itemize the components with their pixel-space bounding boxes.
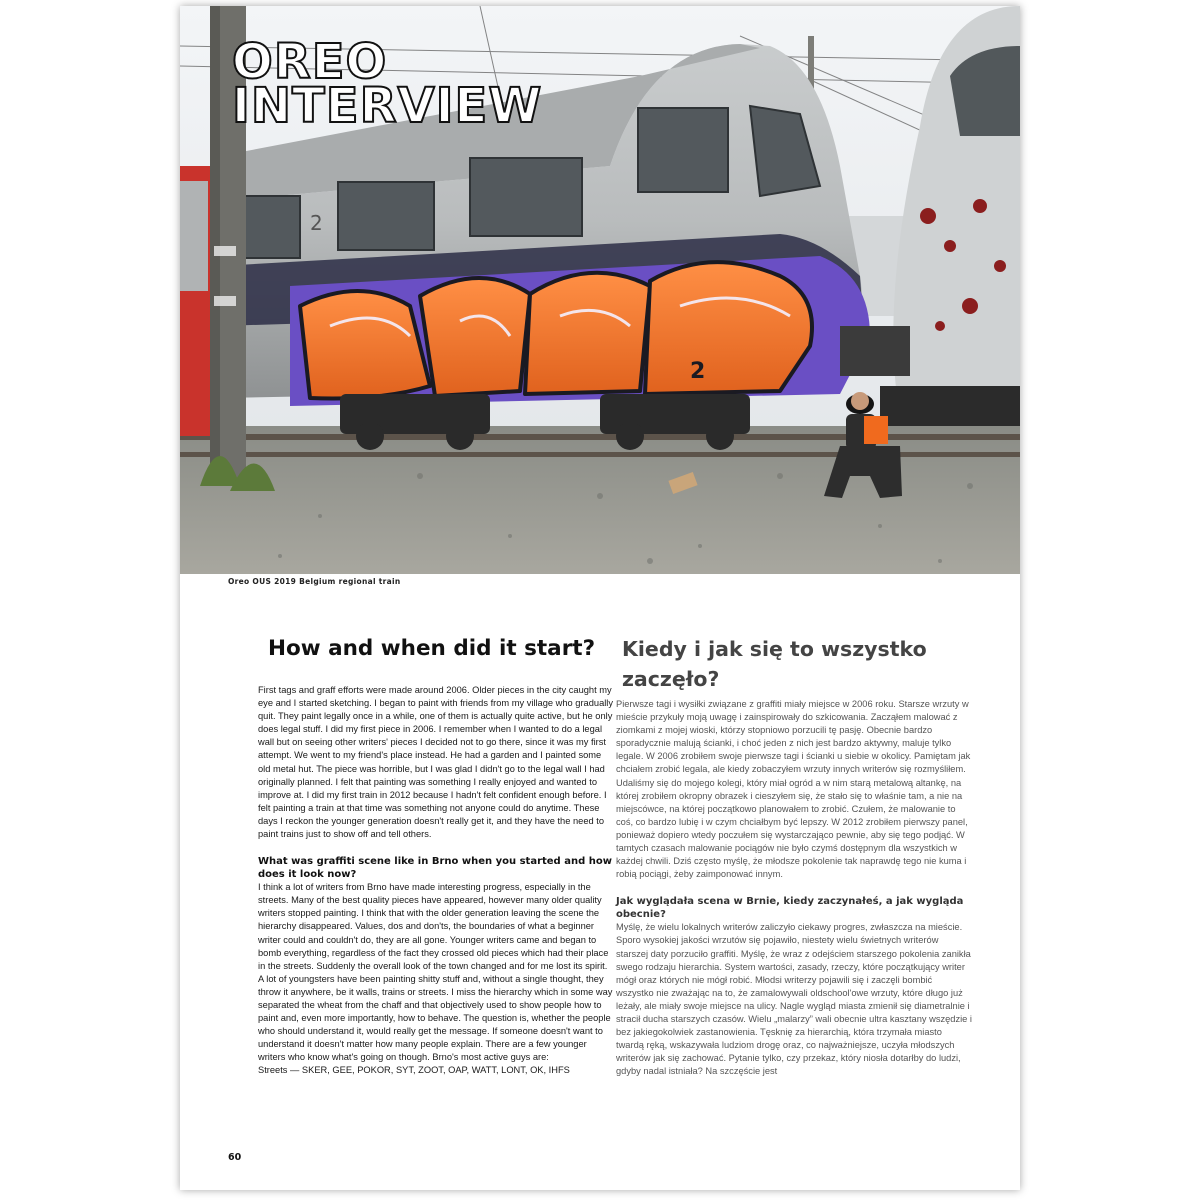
english-streets-line: Streets — SKER, GEE, POKOR, SYT, ZOOT, OAP, WATT, LONT, OK, IHFS [258,1065,570,1076]
polish-subheading: Jak wyglądała scena w Brnie, kiedy zaczynałeś, a jak wygląda obecnie? [616,896,964,921]
polish-paragraph-1: Pierwsze tagi i wysiłki związane z graffiti miały miejsce w 2006 roku. Starsze wrzuty w mieście przykuły moją uwagę i zainspirowały do szkicowania. Zacząłem malować z ziomkami z mojej wioski, którzy stopniowo porzucili tę pasję. Obecnie bardzo sporadycznie malują ścianki, i choć jeden z nich jest bardzo aktywny, maluje tylko legale. W 2006 zrobiłem swoje pierwsze tagi i ścianki u siebie w okolicy. Pamiętam jak chciałem zrobić legala, ale kiedy zobaczyłem wrzuty innych writerów się rozmyśliłem. Udaliśmy się do mojego kolegi, który miał ogród a w nim starą metalową altankę, na której zrobiłem okropny obrazek i cieszyłem się, że stało się to właśnie tam, a nie na miejscówce, na której początkowo planowałem to zrobić. Czułem, że malowanie to coś, co bardzo lubię i w czym chciałbym być lepszy. W 2012 zrobiłem pierwszy panel, ponieważ dopiero wtedy poczułem się wystarczająco pewnie, aby się tego podjąć. W tamtych czasach malowanie pociągów nie było czymś dostępnym dla wszystkich w każdej chwili. Dziś często myślę, że młodsze pokolenie tak naprawdę tego nie kuma i robią pociągi, żeby zaimponować innym. [616,699,971,880]
magazine-page [180,6,1020,1190]
title-line-oreo: OREO [232,34,388,90]
english-heading: How and when did it start? [268,636,596,661]
title-line-interview: INTERVIEW [232,78,543,134]
polish-paragraph-2: Myślę, że wielu lokalnych writerów zaliczyło ciekawy progres, zwłaszcza na mieście. Sporo wysokiej jakości wrzutów się pojawiło, niestety wielu świetnych writerów starszej daty porzuciło graffiti. Myślę, że wraz z odejściem starszego pokolenia zanikła swego rodzaju hierarchia. System wartości, zasady, rzeczy, które początkujący writer mógł oraz których nie mógł robić. Młodsi writerzy pojawili się i zaczęli bombić wszystko nie zważając na to, że zamalowywali oldschool'owe wrzuty, które długo już leżały, ale miały swoje miejsce na ulicy. Nagle wygląd miasta zmienił się diametralnie i stracił ducha starszych czasów. Wielu „malarzy” wali obecnie ultra kasztany wszędzie i bez jakiegokolwiek zastanowienia. Tęsknię za hierarchią, która trzymała miasto twardą ręką, wskazywała ludziom drogę oraz, co najważniejsze, uczyła młodszych writerów jak się zachować. Pytanie tylko, czy przekaz, który niosła dotarłby do ludzi, gdyby nadal istniała? Na szczęście jest [616,922,972,1077]
english-paragraph-1: First tags and graff efforts were made around 2006. Older pieces in the city caught my eye and I started sketching. I began to paint with friends from my village who gradually quit. They paint legally once in a while, one of them is actually quite active, but he only does legal stuff. I did my first piece in 2006. I remember when I wanted to do a legal wall but on seeing other writers' pieces I decided not to go there, since it was my first attempt. We went to my friend's place instead. He had a garden and I painted some old metal hut. The piece was horrible, but I was glad I didn't go to the legal wall I had originally planned. I felt that painting was something I really enjoyed and wanted to improve at. I did my first train in 2012 because I hadn't felt confident enough before. I felt painting a train at that time was something not anyone could do anytime. These days I reckon the younger generation doesn't really get it, and they have the need to paint trains just to show off and tell others. [258,685,614,840]
english-column [258,634,614,1078]
english-paragraph-2: I think a lot of writers from Brno have made interesting progress, especially in the streets. Many of the best quality pieces have appeared, however many older quality writers stopped painting. I think that with the older generation leaving the scene the hierarchy disappeared. Values, dos and don'ts, the boundaries of what a beginner writer could and couldn't do, they are all gone. Younger writers came and began to bomb everything, regardless of the fact they crossed old pieces which had their place in the streets. Suddenly the overall look of the town changed and for me lost its spirit. A lot of youngsters have been painting shitty stuff and, without a single thought, they throw it anywhere, be it walls, trains or streets. I miss the hierarchy which in some way separated the wheat from the chaff and that objectively used to show people how to paint and, even more importantly, how to behave. The question is, whether the people who should understand it, would really get the message. If someone doesn't want to understand it doesn't matter how many people explain. There are a few younger writers who know what's going on though. Brno's most active guys are: [258,882,613,1063]
page-number: 60 [228,1152,242,1163]
article-title [232,34,543,134]
svg-text:2: 2 [690,359,706,384]
polish-heading: Kiedy i jak się to wszystko zaczęło? [622,637,927,691]
photo-caption: Oreo OUS 2019 Belgium regional train [228,577,401,586]
svg-text:2: 2 [310,211,323,235]
polish-column [616,634,972,1078]
english-subheading: What was graffiti scene like in Brno when you started and how does it look now? [258,856,612,881]
